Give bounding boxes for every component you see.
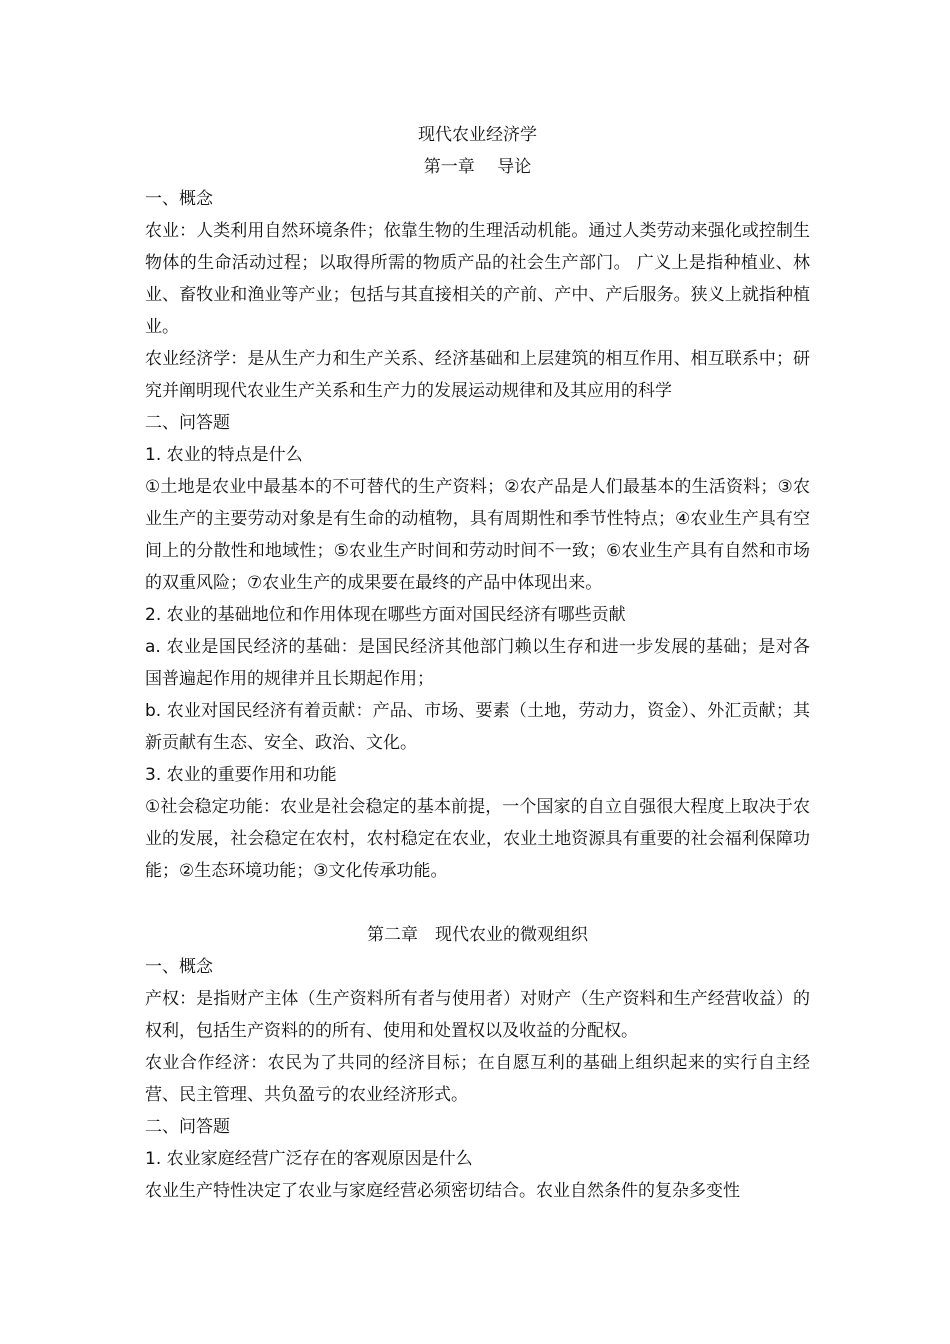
ch1-question-3: 3. 农业的重要作用和功能 [145,765,337,785]
ch2-concepts-heading: 一、概念 [145,957,213,977]
property-rights-definition: 产权：是指财产主体（生产资料所有者与使用者）对财产（生产资料和生产经营收益）的权利，包括生产资料的的所有、使用和处置权以及收益的分配权。 [145,989,810,1041]
ch1-qa-heading: 二、问答题 [145,413,230,433]
ch1-answer-2b: b. 农业对国民经济有着贡献：产品、市场、要素（土地，劳动力，资金）、外汇贡献；其新贡献有生态、安全、政治、文化。 [145,701,810,753]
ch1-question-1: 1. 农业的特点是什么 [145,445,303,465]
ch1-answer-1: ①土地是农业中最基本的不可替代的生产资料；②农产品是人们最基本的生活资料；③农业生产的主要劳动对象是有生命的动植物，具有周期性和季节性特点；④农业生产具有空间上的分散性和地域性；⑤农业生产时间和劳动时间不一致；⑥农业生产具有自然和市场的双重风险；⑦农业生产的成果要在最终的产品中体现出来。 [145,477,810,593]
ch1-question-2: 2. 农业的基础地位和作用体现在哪些方面对国民经济有哪些贡献 [145,605,626,625]
section-spacer [145,887,810,919]
ch2-qa-heading: 二、问答题 [145,1117,230,1137]
ch1-answer-2a: a. 农业是国民经济的基础：是国民经济其他部门赖以生存和进一步发展的基础；是对各国普遍起作用的规律并且长期起作用； [145,637,810,689]
cooperative-economy-definition: 农业合作经济：农民为了共同的经济目标；在自愿互利的基础上组织起来的实行自主经营、民主管理、共负盈亏的农业经济形式。 [145,1053,810,1105]
chapter-1-title: 第一章 导论 [423,157,532,177]
document-body [145,119,810,1207]
ch1-concepts-heading: 一、概念 [145,189,213,209]
ch2-answer-1: 农业生产特性决定了农业与家庭经营必须密切结合。农业自然条件的复杂多变性 [145,1181,740,1201]
document-title: 现代农业经济学 [418,125,537,145]
ch2-question-1: 1. 农业家庭经营广泛存在的客观原因是什么 [145,1149,473,1169]
agri-economics-definition: 农业经济学：是从生产力和生产关系、经济基础和上层建筑的相互作用、相互联系中；研究并阐明现代农业生产关系和生产力的发展运动规律和及其应用的科学 [145,349,810,401]
chapter-2-title: 第二章 现代农业的微观组织 [367,925,588,945]
agriculture-definition: 农业：人类利用自然环境条件；依靠生物的生理活动机能。通过人类劳动来强化或控制生物体的生命活动过程；以取得所需的物质产品的社会生产部门。 广义上是指种植业、林业、畜牧业和渔业等产业；包括与其直接相关的产前、产中、产后服务。狭义上就指种植业。 [145,221,810,337]
ch1-answer-3: ①社会稳定功能：农业是社会稳定的基本前提，一个国家的自立自强很大程度上取决于农业的发展，社会稳定在农村，农村稳定在农业，农业土地资源具有重要的社会福利保障功能；②生态环境功能；③文化传承功能。 [145,797,810,881]
